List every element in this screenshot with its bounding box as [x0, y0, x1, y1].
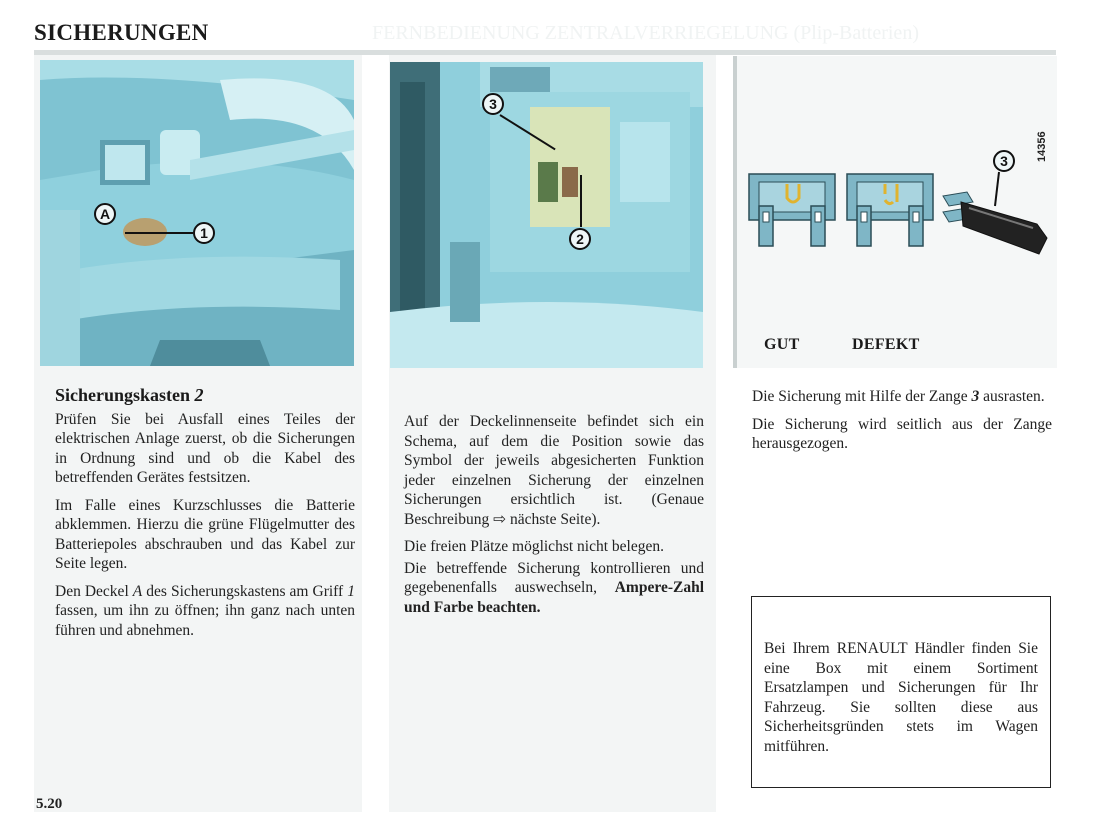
- page-title: SICHERUNGEN: [34, 20, 209, 45]
- paragraph: Im Falle eines Kurzschlusses die Batterie abklemmen. Hierzu die grüne Flügelmutter des Batteriepoles abschrauben und das Kabel zur Seite legen.: [55, 496, 355, 572]
- paragraph: Die freien Plätze möglichst nicht belegen.: [404, 538, 664, 555]
- arrow-right-icon: ⇨: [493, 510, 507, 528]
- fuse-defect-icon: [847, 174, 933, 246]
- callout-2: 2: [569, 228, 591, 250]
- figure-code: 14356: [1036, 131, 1048, 162]
- paragraph: Die Sicherung wird seitlich aus der Zange herausgezogen.: [752, 415, 1052, 452]
- info-box: [751, 596, 1051, 788]
- callout-3-puller: 3: [993, 150, 1015, 172]
- paragraph: Die Sicherung mit Hilfe der Zange 3 ausrasten.: [752, 388, 1045, 405]
- fuse-puller-icon: [943, 172, 1047, 254]
- paragraph: Den Deckel A des Sicherungskastens am Griff 1 fassen, um ihn zu öffnen; ihn ganz nach unten führen und abnehmen.: [55, 582, 356, 639]
- column-1-text: [55, 386, 355, 648]
- paragraph: Die betreffende Sicherung kontrollieren und gegebenenfalls auswechseln, Ampere-Zahl und Farbe beachten.: [404, 559, 704, 616]
- label-good: GUT: [764, 336, 800, 353]
- top-rule: [34, 50, 1056, 55]
- info-box-text: Bei Ihrem RENAULT Händler finden Sie eine Box mit einem Sortiment Ersatzlampen und Sicherungen für Ihr Fahrzeug. Sie sollten diese aus Sicherheitsgründen stets im Wagen mitführen.: [764, 640, 1038, 755]
- paragraph: Prüfen Sie bei Ausfall eines Teiles der elektrischen Anlage zuerst, ob die Sicherungen in Ordnung sind und ob die Kabel des betreffenden Gerätes festsitzen.: [55, 410, 355, 486]
- section-heading: Sicherungskasten 2: [55, 385, 204, 405]
- column-3-text: [752, 387, 1052, 462]
- label-defect: DEFEKT: [852, 336, 920, 353]
- fuse-good-icon: [749, 174, 835, 246]
- callout-3-fusebox: 3: [482, 93, 504, 115]
- column-2-text: [404, 412, 704, 625]
- page-number: 5.20: [36, 796, 63, 812]
- figure-fuse-illustration: [733, 56, 1057, 368]
- callout-1-leader-line: [125, 232, 193, 234]
- callout-1: 1: [193, 222, 215, 244]
- faded-heading: FERNBEDIENUNG ZENTRALVERRIEGELUNG (Plip-Batterien): [372, 22, 919, 44]
- figure-fusebox-photo: [390, 62, 703, 368]
- callout-A: A: [94, 203, 116, 225]
- paragraph: Auf der Deckelinnenseite befindet sich ein Schema, auf dem die Position sowie das Symbol der jeweils abgesicherten Funktion jeder einzelnen Sicherung der einzelnen Sicherungen ersichtlich ist. (Genaue Beschreibung ⇨ nächste Seite).: [404, 413, 704, 528]
- figure-dashboard-photo: [40, 60, 354, 366]
- callout-2-leader-line: [580, 175, 582, 227]
